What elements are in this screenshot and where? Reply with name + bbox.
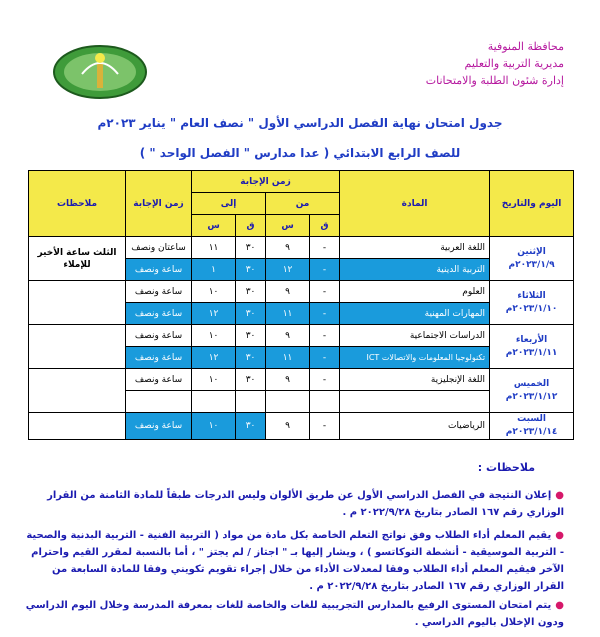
from-hour-cell: ٩	[266, 369, 310, 391]
org-line-directorate: مديرية التربية والتعليم	[464, 57, 564, 70]
note-cell	[29, 281, 126, 325]
header-from: من	[266, 193, 340, 215]
org-line-governorate: محافظة المنوفية	[487, 40, 564, 53]
bullet-icon: ●	[555, 490, 564, 501]
note-cell	[29, 325, 126, 369]
subject-cell: العلوم	[340, 281, 490, 303]
from-hour-cell: ١١	[266, 303, 310, 325]
subject-cell: اللغة العربية	[340, 237, 490, 259]
from-hour-cell: ٩	[266, 281, 310, 303]
from-minute-cell: -	[310, 237, 340, 259]
day-cell: الأربعاء ٢٠٢٣/١/١١م	[490, 325, 574, 369]
header-from-hour: س	[266, 215, 310, 237]
to-minute-cell: ٣٠	[236, 259, 266, 281]
day-cell: الخميس ٢٠٢٣/١/١٢م	[490, 369, 574, 413]
from-hour-cell: ٩	[266, 237, 310, 259]
duration-cell: ساعة ونصف	[126, 259, 192, 281]
duration-cell: ساعتان ونصف	[126, 237, 192, 259]
bullet-icon: ●	[555, 530, 564, 541]
to-hour-cell: ١٢	[192, 347, 236, 369]
from-minute-cell	[310, 391, 340, 413]
to-minute-cell: ٣٠	[236, 237, 266, 259]
from-minute-cell: -	[310, 369, 340, 391]
note-cell	[29, 413, 126, 440]
note-cell	[29, 369, 126, 413]
header-from-minute: ق	[310, 215, 340, 237]
from-minute-cell: -	[310, 325, 340, 347]
to-hour-cell: ١٠	[192, 325, 236, 347]
from-hour-cell: ٩	[266, 325, 310, 347]
to-hour-cell: ١٢	[192, 303, 236, 325]
to-hour-cell: ١١	[192, 237, 236, 259]
to-minute-cell: ٣٠	[236, 303, 266, 325]
to-minute-cell: ٣٠	[236, 281, 266, 303]
header-day-date: اليوم والتاريخ	[490, 171, 574, 237]
subject-cell	[340, 391, 490, 413]
note-item: ●إعلان النتيجة في الفصل الدراسي الأول عن طريق الألوان وليس الدرجات طبقاً للمادة الثامنة من القرار الوزاري رقم ١٦٧ الصادر بتاريخ ٢٠٢٢/٩/٢٨ م .	[47, 490, 564, 518]
to-minute-cell: ٣٠	[236, 325, 266, 347]
bullet-icon: ●	[555, 600, 564, 611]
subject-cell: المهارات المهنية	[340, 303, 490, 325]
org-line-department: إدارة شئون الطلبة والامتحانات	[425, 74, 564, 87]
from-minute-cell: -	[310, 281, 340, 303]
page-subtitle: للصف الرابع الابتدائي ( عدا مدارس " الفصل الواحد " )	[139, 146, 461, 160]
to-hour-cell: ١	[192, 259, 236, 281]
duration-cell	[126, 391, 192, 413]
header-notes: ملاحظات	[29, 171, 126, 237]
note-item: ●يتم امتحان المستوى الرفيع بالمدارس التجريبية للغات والخاصة للغات بمعرفة المدرسة وخلال اليوم الدراسي ودون الإخلال باليوم الدراسي .	[25, 600, 564, 628]
notes-heading: ملاحظات :	[477, 461, 535, 474]
to-minute-cell: ٣٠	[236, 347, 266, 369]
duration-cell: ساعة ونصف	[126, 347, 192, 369]
subject-cell: اللغة الإنجليزية	[340, 369, 490, 391]
organization-block	[344, 38, 564, 89]
to-hour-cell: ١٠	[192, 369, 236, 391]
duration-cell: ساعة ونصف	[126, 413, 192, 440]
to-hour-cell	[192, 391, 236, 413]
day-cell: السبت ٢٠٢٣/١/١٤م	[490, 413, 574, 440]
from-hour-cell: ٩	[266, 413, 310, 440]
to-minute-cell	[236, 391, 266, 413]
subject-cell: التربية الدينية	[340, 259, 490, 281]
exam-schedule-table	[28, 170, 574, 440]
day-cell: الإثنين ٢٠٢٣/١/٩م	[490, 237, 574, 281]
duration-cell: ساعة ونصف	[126, 303, 192, 325]
duration-cell: ساعة ونصف	[126, 325, 192, 347]
day-cell: الثلاثاء ٢٠٢٣/١/١٠م	[490, 281, 574, 325]
to-hour-cell: ١٠	[192, 413, 236, 440]
from-minute-cell: -	[310, 259, 340, 281]
header-to: إلى	[192, 193, 266, 215]
header-subject: المادة	[340, 171, 490, 237]
note-cell: الثلث ساعة الأخير للإملاء	[29, 237, 126, 281]
header-to-hour: س	[192, 215, 236, 237]
duration-cell: ساعة ونصف	[126, 369, 192, 391]
from-hour-cell	[266, 391, 310, 413]
to-hour-cell: ١٠	[192, 281, 236, 303]
header-answer-time: زمن الإجابة	[192, 171, 340, 193]
subject-cell: تكنولوجيا المعلومات والاتصالات ICT	[340, 347, 490, 369]
from-minute-cell: -	[310, 413, 340, 440]
note-item: ●يقيم المعلم أداء الطلاب وفق نواتج التعلم الخاصة بكل مادة من مواد ( التربية الفنية - التربية البدنية والصحية - التربية الموسيقية - أنشطة التوكاتسو ) ، ويشار إليها بـ " اجتاز / لم يجتز " ، أما بالنسبة لمقرر القيم واحترام الآخر فيقيم المعلم أداء الطلاب وفقا لمعدلات الأداء من خلال إجراء تقويم تكويني وفقا للمادة السابعة من القرار الوزاري رقم ١٦٧ الصادر بتاريخ ٢٠٢٢/٩/٢٨ م .	[26, 530, 564, 592]
subject-cell: الرياضيات	[340, 413, 490, 440]
from-hour-cell: ١١	[266, 347, 310, 369]
header-to-minute: ق	[236, 215, 266, 237]
to-minute-cell: ٣٠	[236, 413, 266, 440]
header-duration: زمن الإجابة	[126, 171, 192, 237]
to-minute-cell: ٣٠	[236, 369, 266, 391]
from-minute-cell: -	[310, 347, 340, 369]
page-title: جدول امتحان نهاية الفصل الدراسي الأول " نصف العام " يناير ٢٠٢٣م	[97, 116, 503, 130]
directorate-logo	[52, 44, 148, 100]
duration-cell: ساعة ونصف	[126, 281, 192, 303]
from-minute-cell: -	[310, 303, 340, 325]
from-hour-cell: ١٢	[266, 259, 310, 281]
subject-cell: الدراسات الاجتماعية	[340, 325, 490, 347]
